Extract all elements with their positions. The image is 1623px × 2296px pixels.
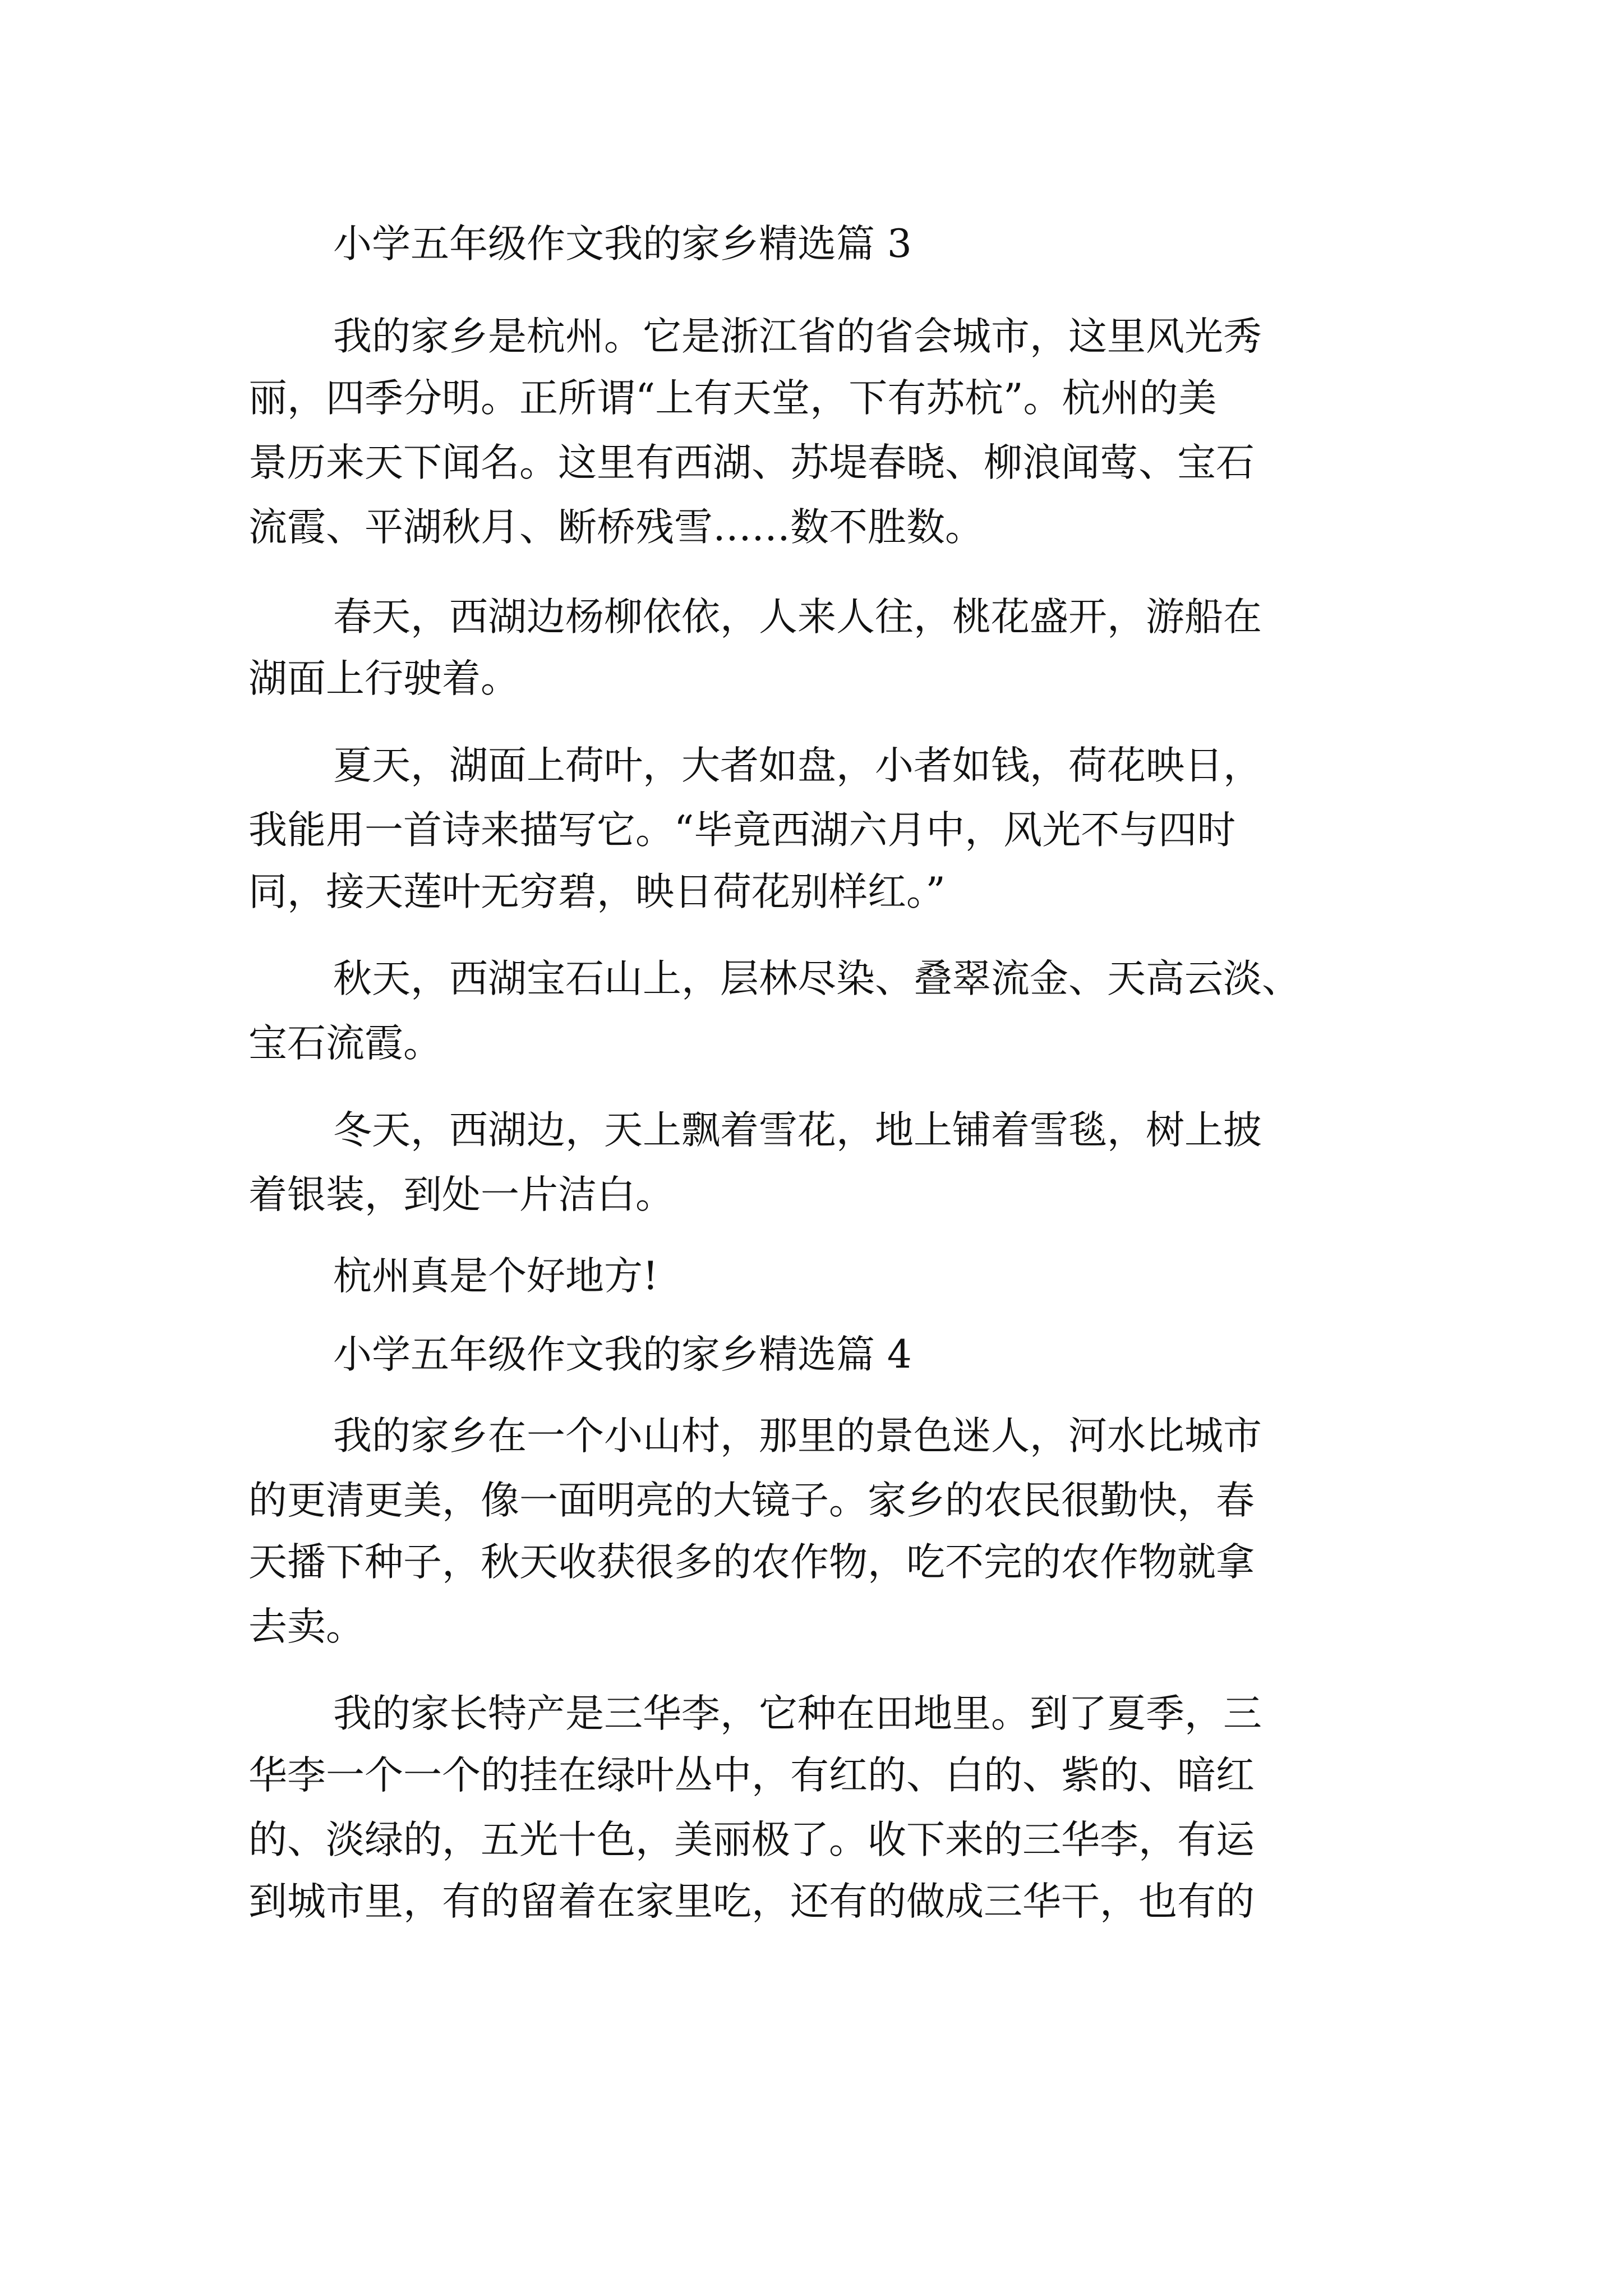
paragraph-line: 宝石流霞。 — [248, 1021, 442, 1066]
section-heading: 小学五年级作文我的家乡精选篇 4 — [333, 1332, 912, 1377]
section-heading: 小学五年级作文我的家乡精选篇 3 — [333, 222, 912, 266]
paragraph-line: 华李一个一个的挂在绿叶丛中，有红的、白的、紫的、暗红 — [248, 1753, 1255, 1798]
paragraph-line: 着银装，到处一片洁白。 — [248, 1172, 674, 1217]
paragraph-line: 景历来天下闻名。这里有西湖、苏堤春晓、柳浪闻莺、宝石 — [248, 440, 1255, 485]
paragraph-line: 湖面上行驶着。 — [248, 656, 519, 701]
paragraph-line: 秋天，西湖宝石山上，层林尽染、叠翠流金、天高云淡、 — [333, 956, 1301, 1001]
paragraph-line: 我能用一首诗来描写它。“毕竟西湖六月中，风光不与四时 — [248, 808, 1236, 853]
paragraph-line: 夏天，湖面上荷叶，大者如盘，小者如钱，荷花映日， — [333, 743, 1262, 788]
paragraph-line: 我的家乡是杭州。它是浙江省的省会城市，这里风光秀 — [333, 314, 1262, 359]
paragraph-line: 杭州真是个好地方! — [333, 1254, 658, 1299]
paragraph-line: 天播下种子，秋天收获很多的农作物，吃不完的农作物就拿 — [248, 1540, 1255, 1585]
paragraph-line: 我的家长特产是三华李，它种在田地里。到了夏季，三 — [333, 1691, 1262, 1736]
paragraph-line: 同，接天莲叶无穷碧，映日荷花别样红。” — [248, 869, 946, 914]
paragraph-line: 去卖。 — [248, 1604, 365, 1649]
paragraph-line: 丽，四季分明。正所谓“上有天堂，下有苏杭”。杭州的美 — [248, 376, 1217, 421]
paragraph-line: 春天，西湖边杨柳依依，人来人往，桃花盛开，游船在 — [333, 595, 1262, 639]
paragraph-line: 到城市里，有的留着在家里吃，还有的做成三华干，也有的 — [248, 1879, 1255, 1924]
paragraph-line: 的、淡绿的，五光十色，美丽极了。收下来的三华李，有运 — [248, 1818, 1255, 1862]
paragraph-line: 冬天，西湖边，天上飘着雪花，地上铺着雪毯，树上披 — [333, 1108, 1262, 1153]
paragraph-line: 的更清更美，像一面明亮的大镜子。家乡的农民很勤快，春 — [248, 1478, 1255, 1523]
paragraph-line: 流霞、平湖秋月、断桥残雪……数不胜数。 — [248, 505, 984, 550]
paragraph-line: 我的家乡在一个小山村，那里的景色迷人，河水比城市 — [333, 1414, 1262, 1458]
